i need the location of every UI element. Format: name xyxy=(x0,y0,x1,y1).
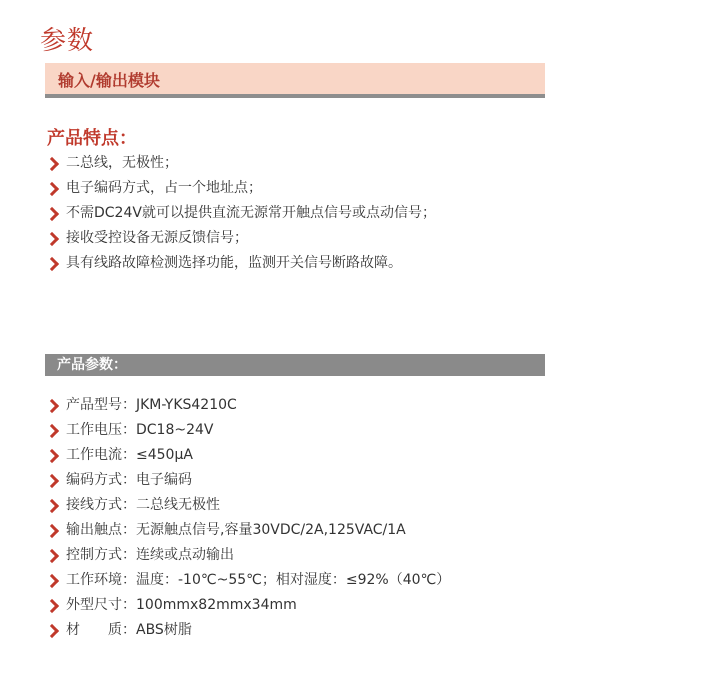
chevron-right-icon xyxy=(45,574,59,588)
params-heading: 产品参数： xyxy=(57,357,127,373)
chevron-right-icon xyxy=(45,182,59,196)
feature-text: 接收受控设备无源反馈信号； xyxy=(66,230,248,246)
param-text: 控制方式：连续或点动输出 xyxy=(66,547,234,563)
params-heading-bar xyxy=(45,354,545,376)
feature-text: 不需DC24V就可以提供直流无源常开触点信号或点动信号； xyxy=(66,205,436,221)
param-text: 工作电流：≤450μA xyxy=(66,447,193,463)
module-title: 输入/输出模块 xyxy=(58,71,160,90)
param-text: 产品型号：JKM-YKS4210C xyxy=(66,397,237,413)
features-heading: 产品特点： xyxy=(47,128,137,149)
feature-text: 二总线，无极性； xyxy=(66,155,178,171)
chevron-right-icon xyxy=(45,157,59,171)
chevron-right-icon xyxy=(45,474,59,488)
param-text: 接线方式：二总线无极性 xyxy=(66,497,220,513)
param-text: 工作环境：温度：-10℃~55℃；相对湿度：≤92%（40℃） xyxy=(66,572,451,588)
chevron-right-icon xyxy=(45,599,59,613)
param-text: 外型尺寸：100mmx82mmx34mm xyxy=(66,597,297,613)
module-title-bar xyxy=(45,63,545,98)
chevron-right-icon xyxy=(45,549,59,563)
chevron-right-icon xyxy=(45,207,59,221)
feature-text: 电子编码方式，占一个地址点； xyxy=(66,180,262,196)
chevron-right-icon xyxy=(45,399,59,413)
param-text: 编码方式：电子编码 xyxy=(66,472,192,488)
param-text: 工作电压：DC18~24V xyxy=(66,422,214,438)
param-text: 输出触点：无源触点信号,容量30VDC/2A,125VAC/1A xyxy=(66,522,406,538)
chevron-right-icon xyxy=(45,232,59,246)
chevron-right-icon xyxy=(45,524,59,538)
param-text: 材 质：ABS树脂 xyxy=(66,622,192,638)
feature-text: 具有线路故障检测选择功能，监测开关信号断路故障。 xyxy=(66,255,402,271)
chevron-right-icon xyxy=(45,257,59,271)
page-title: 参数 xyxy=(40,26,95,56)
chevron-right-icon xyxy=(45,624,59,638)
chevron-right-icon xyxy=(45,499,59,513)
chevron-right-icon xyxy=(45,449,59,463)
chevron-right-icon xyxy=(45,424,59,438)
